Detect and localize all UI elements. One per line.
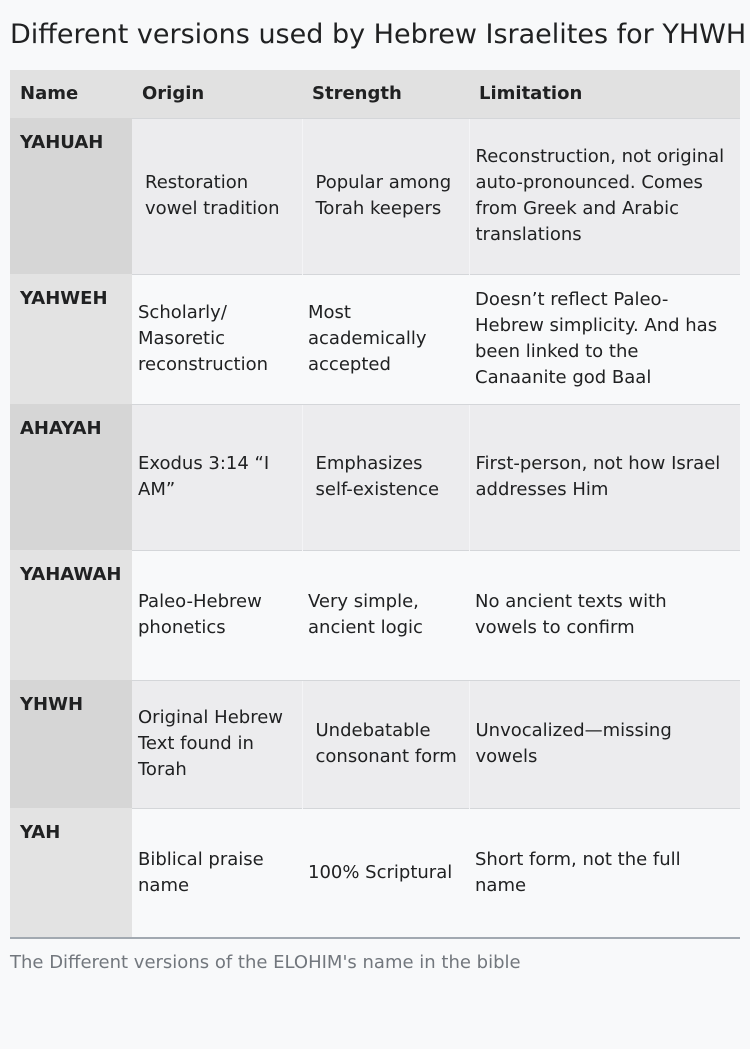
header-name: Name xyxy=(10,70,132,118)
versions-table xyxy=(10,70,740,938)
row-limitation: Reconstruction, not original auto-pronounced. Comes from Greek and Arabic translations xyxy=(469,118,740,274)
row-name: YAHUAH xyxy=(10,118,132,274)
table-row xyxy=(10,808,740,938)
row-origin: Paleo-Hebrew phonetics xyxy=(132,550,302,680)
caption-divider xyxy=(10,937,740,939)
row-strength: Emphasizes self-existence xyxy=(302,404,469,550)
row-name: YAHAWAH xyxy=(10,550,132,680)
row-name: YHWH xyxy=(10,680,132,808)
row-limitation: Short form, not the full name xyxy=(469,808,740,938)
row-origin: Exodus 3:14 “I AM” xyxy=(132,404,302,550)
table-row xyxy=(10,274,740,404)
header-limitation: Limitation xyxy=(469,70,740,118)
table-caption: The Different versions of the ELOHIM's name in the bible xyxy=(10,952,521,973)
row-strength: Very simple, ancient logic xyxy=(302,550,469,680)
row-origin: Biblical praise name xyxy=(132,808,302,938)
header-origin: Origin xyxy=(132,70,302,118)
row-origin: Original Hebrew Text found in Torah xyxy=(132,680,302,808)
row-name: YAH xyxy=(10,808,132,938)
row-strength: Undebatable consonant form xyxy=(302,680,469,808)
row-limitation: No ancient texts with vowels to confirm xyxy=(469,550,740,680)
row-strength: Most academically accepted xyxy=(302,274,469,404)
page-title: Different versions used by Hebrew Israelites for YHWH xyxy=(10,19,747,50)
header-row xyxy=(10,70,740,118)
table-row xyxy=(10,404,740,550)
header-strength: Strength xyxy=(302,70,469,118)
row-strength: 100% Scriptural xyxy=(302,808,469,938)
row-limitation: First-person, not how Israel addresses Him xyxy=(469,404,740,550)
table-row xyxy=(10,550,740,680)
row-strength: Popular among Torah keepers xyxy=(302,118,469,274)
row-limitation: Unvocalized—missing vowels xyxy=(469,680,740,808)
table-row xyxy=(10,680,740,808)
row-origin: Scholarly/ Masoretic reconstruction xyxy=(132,274,302,404)
row-name: AHAYAH xyxy=(10,404,132,550)
row-limitation: Doesn’t reflect Paleo-Hebrew simplicity. And has been linked to the Canaanite god Baal xyxy=(469,274,740,404)
row-origin: Restoration vowel tradition xyxy=(132,118,302,274)
row-name: YAHWEH xyxy=(10,274,132,404)
table-row xyxy=(10,118,740,274)
